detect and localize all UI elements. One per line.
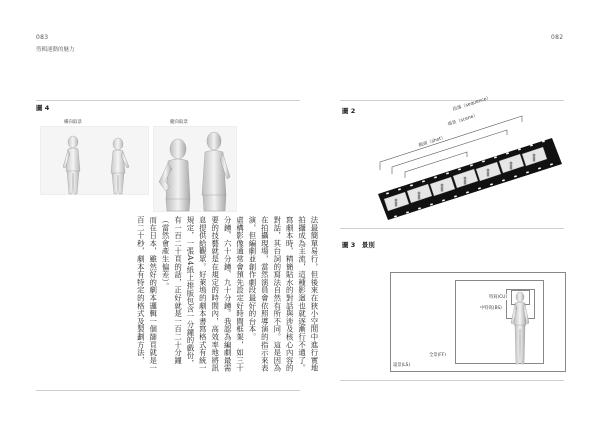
figure4-landscape-image xyxy=(40,126,149,195)
figure4-caption-left: 橫向取景 xyxy=(64,120,82,125)
label-ff: 全景(FF) xyxy=(429,353,446,358)
figure2-label: 圖 2 xyxy=(342,107,356,115)
body-paragraph: 虛構影像通常會預先設定好時間框架，如三十分鐘、六十分鐘、九十分鐘。我認為編劇最需要的技藝就是在規定的時間內，高效率地將訊息提供給觀眾。好萊塢的劇本書寫格式有統一規定，一張A4紙上排版包含一分鐘的戲份，有一百二十頁的話，正好就是一百二十分鐘（當然會產生偏差）。 xyxy=(161,216,245,372)
running-head: 剪輯運動的魅力 xyxy=(36,47,75,53)
figure4-caption-right: 縱向取景 xyxy=(170,120,188,125)
mannequin-closeup-illustration xyxy=(154,127,236,211)
figure3-top-rule xyxy=(340,228,564,229)
body-paragraph: 法最簡單易行，但後來在狹小空間中進行實地拍攝成為主流，這種影迴也就逐漸行不通了。寫劇本時，精簡貼水的對話與涉及核心內容的對話，其台詞的寫法自然有所不同。這是因為在拍攝現場，當然演員會依照導演的指示來表演，但編劇並創作劇段最好的台本。 xyxy=(247,216,319,372)
figure3-label: 圖 3 景別 xyxy=(342,241,375,249)
label-cu: 特寫(CU) xyxy=(489,295,508,300)
label-sequence: 段落（sequence） xyxy=(452,95,492,113)
body-paragraph: 而在日本，雖然好的劇本邏輯一個篩頁就是一百二十秒，劇本有特定的格式及製劃方法， xyxy=(136,216,158,372)
left-figure-top-rule xyxy=(36,100,300,101)
label-bs: 中特寫(BS) xyxy=(480,306,502,311)
figure4-portrait-image xyxy=(153,126,237,212)
label-scene: 場景（scene） xyxy=(447,113,479,128)
label-ls: 遠景(LS) xyxy=(393,363,411,368)
right-page-number: 082 xyxy=(551,34,564,41)
left-bottom-rule xyxy=(36,390,300,391)
left-page-number: 083 xyxy=(36,34,49,41)
figure4-label: 圖 4 xyxy=(36,104,50,112)
right-bottom-rule xyxy=(340,380,564,381)
standing-mannequin xyxy=(506,291,534,365)
label-shot: 鏡頭（shot） xyxy=(418,135,447,149)
body-text xyxy=(136,216,320,374)
mannequin-pair-illustration xyxy=(41,127,148,194)
